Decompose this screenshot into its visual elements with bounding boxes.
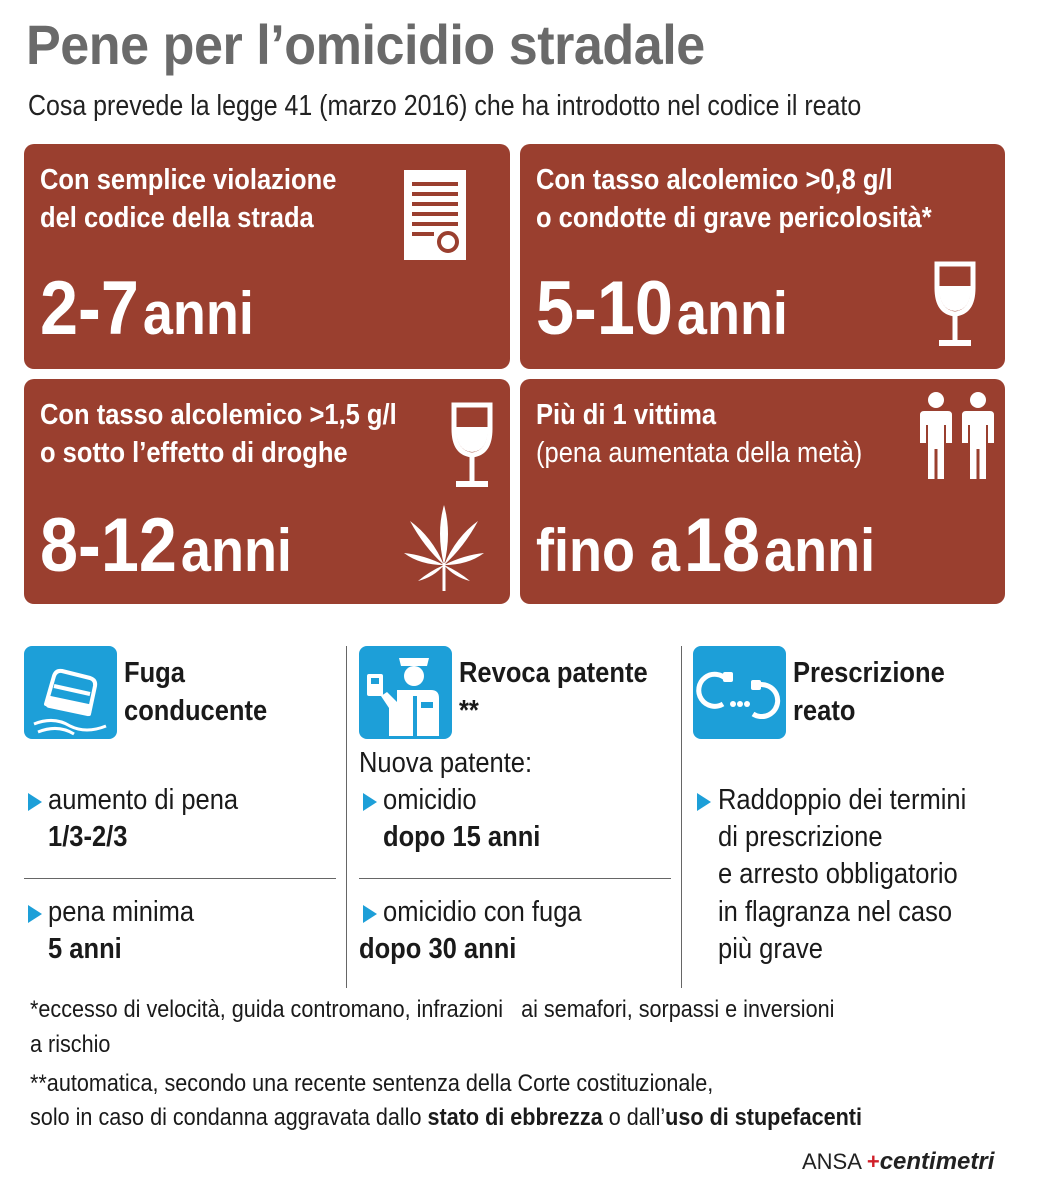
prescrizione-line: di prescrizione [718, 821, 883, 853]
penalty-unit: anni [676, 280, 788, 347]
footnote-2-line2 [30, 1104, 862, 1132]
wine-glass-icon [933, 260, 977, 348]
divider [359, 878, 671, 879]
prescrizione-line: più grave [718, 933, 823, 965]
penalty-prefix: fino a [536, 517, 680, 584]
fuga-item2-label: pena minima [48, 896, 195, 928]
card-heading-line1: Con semplice violazione [40, 164, 337, 196]
wine-glass-icon [450, 401, 494, 489]
section-title-fuga-line1: Fuga [124, 657, 185, 689]
bullet-arrow-icon [363, 905, 377, 923]
card-alcohol-08 [520, 144, 1005, 369]
section-title-revoca-line2: ** [459, 695, 479, 727]
card-heading-line1: Con tasso alcolemico >0,8 g/l [536, 164, 893, 196]
credit-agency: ANSA [802, 1149, 861, 1174]
revoca-item2-value: dopo 30 anni [359, 933, 517, 965]
credit-plus: + [866, 1149, 880, 1174]
bullet-arrow-icon [28, 793, 42, 811]
revoca-item1-label: omicidio [383, 784, 477, 816]
card-heading-line1: Più di 1 vittima [536, 399, 717, 431]
card-penalty [536, 503, 876, 588]
skidding-car-icon [24, 646, 117, 739]
section-title-prescrizione-line1: Prescrizione [793, 657, 945, 689]
card-penalty [536, 266, 788, 351]
section-title-prescrizione-line2: reato [793, 695, 856, 727]
footnote-bold-stupefacenti: uso di stupefacenti [665, 1104, 863, 1131]
footnote-bold-ebbrezza: stato di ebbrezza [427, 1104, 603, 1131]
card-alcohol-15-drugs [24, 379, 510, 604]
card-penalty [40, 503, 292, 588]
footnote-1-line1: *eccesso di velocità, guida contromano, infrazioni ai semafori, sorpassi e inversioni [30, 996, 835, 1023]
column-divider [346, 646, 347, 988]
penalty-unit: anni [180, 517, 292, 584]
fuga-item1-label: aumento di pena [48, 784, 239, 816]
bullet-arrow-icon [697, 793, 711, 811]
card-heading-line1: Con tasso alcolemico >1,5 g/l [40, 399, 397, 431]
penalty-unit: anni [142, 280, 254, 347]
credit-logo [802, 1148, 994, 1176]
prescrizione-line: Raddoppio dei termini [718, 784, 967, 816]
police-officer-icon [359, 646, 452, 739]
section-title-revoca-line1: Revoca patente [459, 657, 648, 689]
bullet-arrow-icon [28, 905, 42, 923]
section-title-fuga-line2: conducente [124, 695, 268, 727]
revoca-item2-label: omicidio con fuga [383, 896, 582, 928]
divider [24, 878, 336, 879]
document-icon [402, 168, 468, 262]
penalty-unit: anni [764, 517, 876, 584]
prescrizione-line: in flagranza nel caso [718, 896, 953, 928]
fuga-item2-value: 5 anni [48, 933, 122, 965]
revoca-item1-value: dopo 15 anni [383, 821, 541, 853]
penalty-number: 18 [684, 503, 761, 588]
footnote-1-line2: a rischio [30, 1031, 111, 1058]
card-heading-line2: o sotto l’effetto di droghe [40, 437, 348, 469]
page-title: Pene per l’omicidio stradale [26, 13, 705, 76]
card-heading-line2: del codice della strada [40, 202, 314, 234]
fuga-item1-value: 1/3-2/3 [48, 821, 128, 853]
card-penalty [40, 266, 254, 351]
card-heading-line2: (pena aumentata della metà) [536, 437, 863, 469]
card-multiple-victims [520, 379, 1005, 604]
handcuffs-icon [693, 646, 786, 739]
footnote-text: o dall’ [602, 1104, 666, 1131]
prescrizione-line: e arresto obbligatorio [718, 858, 958, 890]
penalty-number: 5-10 [536, 266, 673, 351]
bullet-arrow-icon [363, 793, 377, 811]
card-heading-line2: o condotte di grave pericolosità* [536, 202, 932, 234]
penalty-number: 2-7 [40, 266, 139, 351]
revoca-intro: Nuova patente: [359, 747, 533, 779]
credit-brand: centimetri [879, 1148, 995, 1175]
card-simple-violation [24, 144, 510, 369]
column-divider [681, 646, 682, 988]
page-subtitle: Cosa prevede la legge 41 (marzo 2016) che ha introdotto nel codice il reato [28, 90, 862, 122]
cannabis-leaf-icon [402, 503, 486, 593]
penalty-number: 8-12 [40, 503, 177, 588]
footnote-2-line1: **automatica, secondo una recente sentenza della Corte costituzionale, [30, 1070, 714, 1097]
two-people-icon [918, 391, 998, 481]
footnote-text: solo in caso di condanna aggravata dallo [30, 1104, 428, 1131]
